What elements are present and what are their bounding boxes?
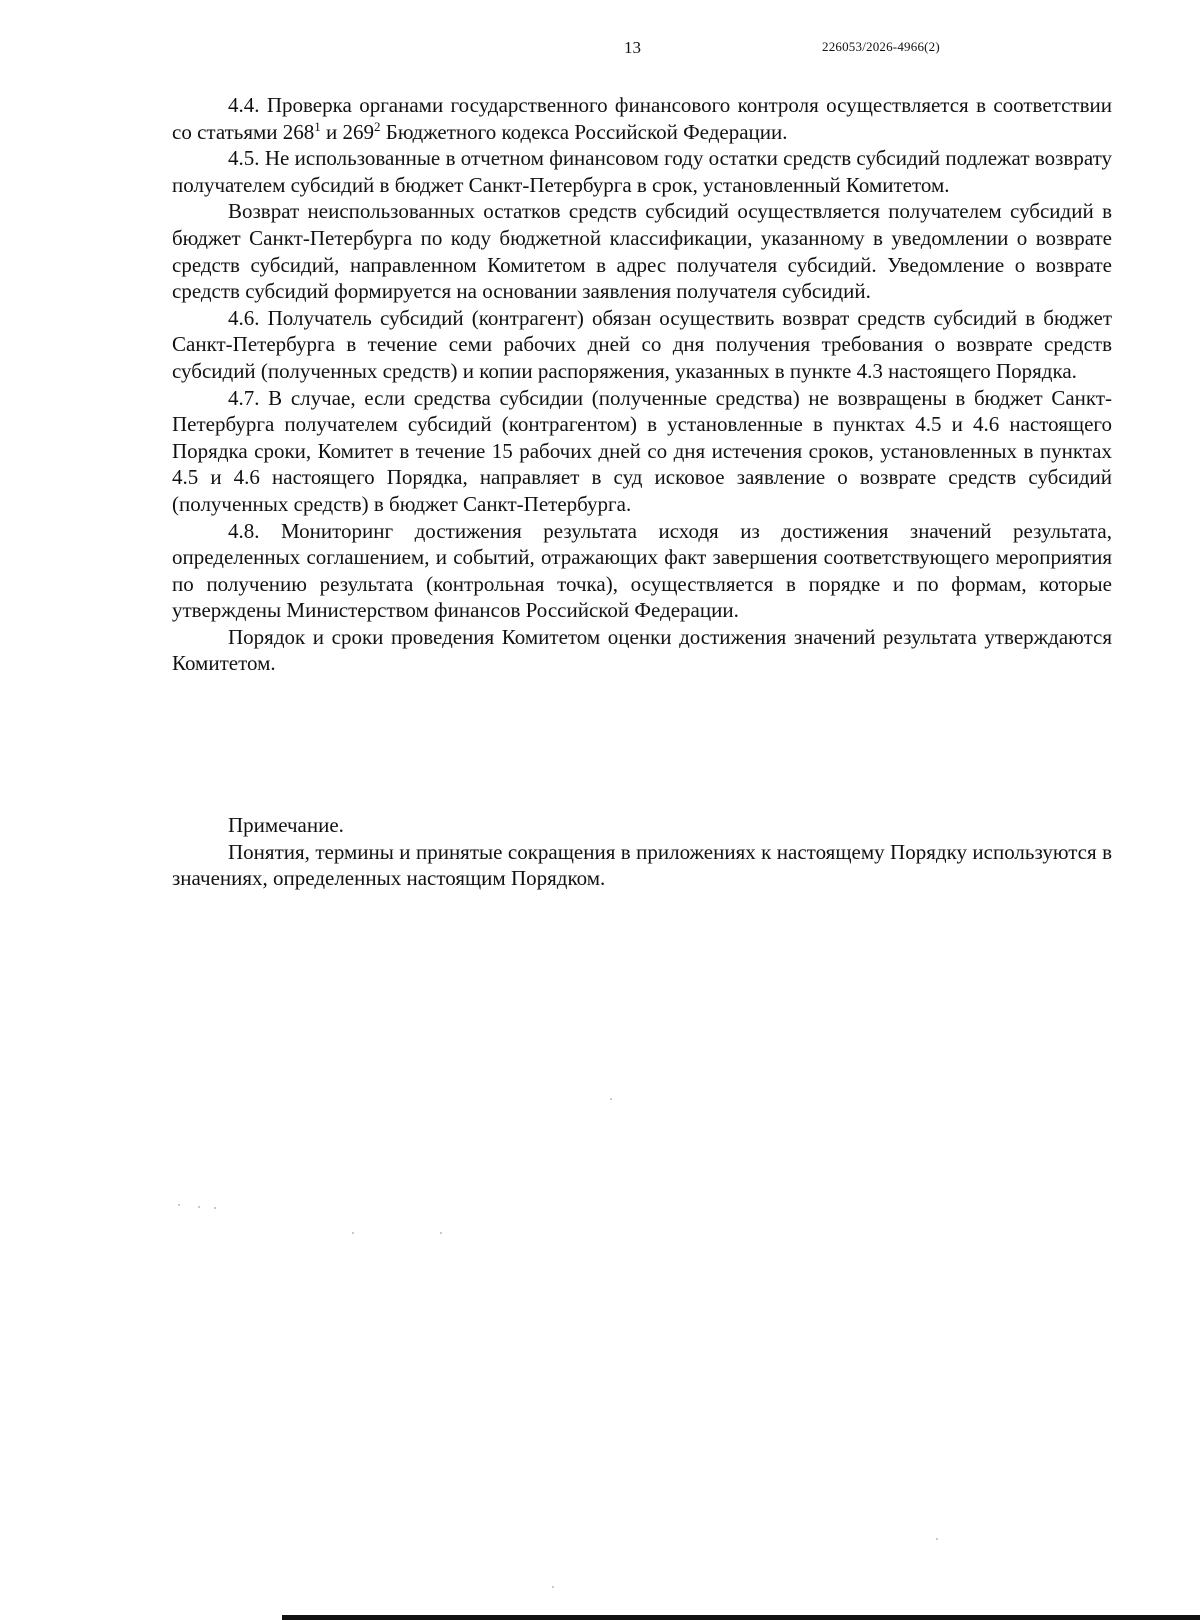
paragraph-4-4-text-middle: и 269 [320,119,375,144]
scan-speck [610,1098,612,1100]
scan-speck [178,1204,180,1206]
scan-speck [214,1207,216,1209]
paragraph-4-4-text-start: 4.4. Проверка органами государственного финансового контроля осуществляется в соответствии со статьями 268 [172,93,1112,144]
note-section [172,812,1112,892]
document-id: 226053/2026-4966(2) [822,39,940,54]
paragraph-4-7: 4.7. В случае, если средства субсидии (полученные средства) не возвращены в бюджет Санкт-Петербурга получателем субсидий (контрагентом) в установленные в пунктах 4.5 и 4.6 настоящего Порядка сроки, Комитет в течение 15 рабочих дней со дня истечения сроков, установленных в пунктах 4.5 и 4.6 настоящего Порядка, направляет в суд исковое заявление о возврате средств субсидий (полученных средств) в бюджет Санкт-Петербурга. [172,385,1112,516]
scan-bottom-edge [282,1615,1200,1620]
paragraph-4-4 [172,92,1112,145]
footnote-superscript-2: 2 [374,118,381,134]
scan-speck [352,1232,354,1234]
scan-speck [552,1586,554,1588]
paragraph-4-8: 4.8. Мониторинг достижения результата исходя из достижения значений результата, определенных соглашением, и событий, отражающих факт завершения соответствующего мероприятия по получению результата (контрольная точка), осуществляется в порядке и по формам, которые утверждены Министерством финансов Российской Федерации. [172,518,1112,623]
scan-speck [198,1206,200,1208]
scan-speck [440,1232,442,1234]
note-text: Понятия, термины и принятые сокращения в приложениях к настоящему Порядку используются в значениях, определенных настоящим Порядком. [172,839,1112,891]
page-number: 13 [624,38,641,57]
paragraph-4-6: 4.6. Получатель субсидий (контрагент) обязан осуществить возврат средств субсидий в бюджет Санкт-Петербурга в течение семи рабочих дней со дня получения требования о возврате средств субсидий (полученных средств) и копии распоряжения, указанных в пункте 4.3 настоящего Порядка. [172,305,1112,383]
note-heading: Примечание. [228,813,344,837]
paragraph-4-4-text-end: Бюджетного кодекса Российской Федерации. [380,119,788,144]
scan-speck [936,1538,938,1540]
paragraph-4-5: 4.5. Не использованные в отчетном финансовом году остатки средств субсидий подлежат возврату получателем субсидий в бюджет Санкт-Петербурга в срок, установленный Комитетом. [172,146,1112,197]
paragraph-assessment-procedure: Порядок и сроки проведения Комитетом оценки достижения значений результата утверждаются Комитетом. [172,624,1112,676]
footnote-superscript-1: 1 [314,118,321,134]
document-body [172,92,1112,677]
paragraph-return-procedure: Возврат неиспользованных остатков средств субсидий осуществляется получателем субсидий в бюджет Санкт-Петербурга по коду бюджетной классификации, указанному в уведомлении о возврате средств субсидий, направленном Комитетом в адрес получателя субсидий. Уведомление о возврате средств субсидий формируется на основании заявления получателя субсидий. [172,199,1112,304]
